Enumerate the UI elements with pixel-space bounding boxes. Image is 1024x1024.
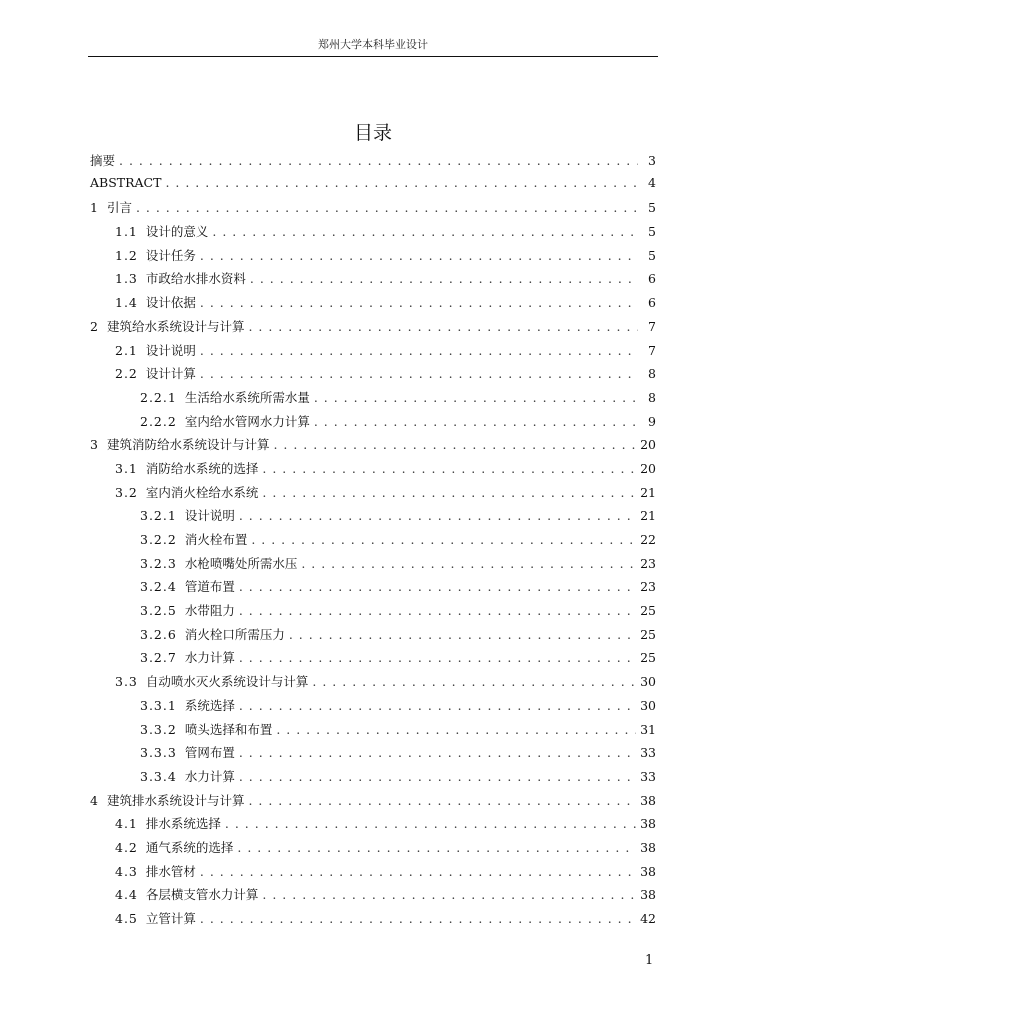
toc-entry[interactable]	[90, 696, 656, 720]
toc-entry[interactable]	[90, 175, 656, 199]
toc-entry[interactable]	[90, 672, 656, 696]
toc-entry[interactable]	[90, 341, 656, 365]
toc-entry-page: 25	[640, 650, 656, 666]
toc-entry-page: 3	[648, 153, 656, 168]
toc-entry[interactable]	[90, 412, 656, 436]
toc-entry-number: 3.3.3	[140, 745, 177, 761]
toc-entry-label: 水枪喷嘴处所需水压	[184, 555, 298, 571]
dot-leader	[289, 627, 636, 642]
toc-entry-label: 设计计算	[145, 366, 196, 382]
toc-entry-page: 4	[648, 174, 656, 190]
dot-leader	[239, 769, 636, 784]
toc-entry-page: 20	[640, 460, 656, 476]
toc-entry-label: 排水系统选择	[145, 816, 221, 832]
toc-entry-number: 3	[90, 437, 99, 453]
toc-entry-number: 4.4	[115, 887, 138, 903]
toc-entry[interactable]	[90, 293, 656, 317]
dot-leader	[212, 224, 638, 239]
toc-entry-page: 33	[640, 745, 656, 761]
toc-entry-page: 30	[640, 674, 656, 690]
toc-entry-page: 23	[640, 579, 656, 595]
toc-entry-label: 水力计算	[184, 650, 235, 666]
dot-leader	[314, 390, 638, 405]
toc-entry-number: 1.3	[115, 271, 138, 287]
header-rule	[88, 56, 658, 57]
toc-entry-page: 38	[640, 792, 656, 808]
dot-leader	[119, 153, 638, 168]
dot-leader	[200, 911, 636, 926]
toc-entry-page: 5	[648, 247, 656, 263]
toc-entry[interactable]	[90, 151, 656, 175]
toc-entry-label: 管道布置	[184, 579, 235, 595]
dot-leader	[262, 887, 636, 902]
toc-entry-label: 排水管材	[145, 863, 196, 879]
toc-entry-number: 3.2.5	[140, 603, 177, 619]
toc-entry-label: 水力计算	[184, 768, 235, 784]
toc-entry-number: 1.2	[115, 247, 138, 263]
dot-leader	[165, 175, 638, 190]
toc-entry-label: 喷头选择和布置	[184, 721, 273, 737]
toc-entry-page: 25	[640, 603, 656, 619]
toc-entry[interactable]	[90, 317, 656, 341]
toc-entry[interactable]	[90, 885, 656, 909]
toc-entry-page: 22	[640, 532, 656, 547]
toc-entry-number: 4.1	[115, 816, 138, 832]
toc-entry-number: 1.4	[115, 295, 138, 311]
toc-entry-label: 设计说明	[145, 342, 196, 358]
dot-leader	[248, 319, 638, 334]
toc-entry[interactable]	[90, 198, 656, 222]
toc-entry-page: 42	[640, 911, 656, 926]
toc-entry-number: 3.3.2	[140, 721, 177, 737]
dot-leader	[239, 508, 636, 523]
toc-entry-label: 设计依据	[145, 295, 196, 311]
toc-entry-number: 4.5	[115, 911, 138, 926]
toc-entry-number: 3.2.7	[140, 650, 177, 666]
toc-entry[interactable]	[90, 838, 656, 862]
toc-entry-label: 设计任务	[145, 247, 196, 263]
dot-leader	[200, 343, 638, 358]
toc-entry[interactable]	[90, 767, 656, 791]
toc-entry[interactable]	[90, 246, 656, 270]
toc-entry-label: 建筑给水系统设计与计算	[106, 318, 245, 334]
toc-entry[interactable]	[90, 601, 656, 625]
toc-entry[interactable]	[90, 388, 656, 412]
toc-entry-label: 建筑排水系统设计与计算	[106, 792, 245, 808]
dot-leader	[239, 603, 636, 618]
toc-entry-label: 通气系统的选择	[145, 839, 234, 855]
toc-entry[interactable]	[90, 364, 656, 388]
dot-leader	[200, 864, 636, 879]
toc-entry-page: 33	[640, 768, 656, 784]
toc-entry-page: 38	[640, 839, 656, 855]
toc-entry-page: 23	[640, 555, 656, 571]
toc-entry-label: 市政给水排水资料	[145, 271, 246, 287]
dot-leader	[239, 745, 636, 760]
toc-entry-number: 3.2.3	[140, 555, 177, 571]
toc-entry-label: 建筑消防给水系统设计与计算	[106, 437, 270, 453]
toc-entry[interactable]	[90, 909, 656, 933]
dot-leader	[314, 414, 638, 429]
toc-entry-number: 3.3.1	[140, 697, 177, 713]
dot-leader	[262, 485, 636, 500]
toc-entry-page: 6	[648, 271, 656, 287]
dot-leader	[200, 248, 638, 263]
toc-entry-label: ABSTRACT	[90, 174, 162, 190]
toc-entry-number: 3.2	[115, 484, 138, 500]
toc-entry-number: 3.2.6	[140, 626, 177, 642]
toc-entry-label: 消防给水系统的选择	[145, 460, 259, 476]
toc-entry-label: 消火栓布置	[184, 532, 248, 547]
toc-entry-page: 38	[640, 863, 656, 879]
dot-leader	[276, 722, 636, 737]
toc-entry-page: 38	[640, 816, 656, 832]
toc-entry-label: 摘要	[90, 153, 116, 168]
toc-entry-page: 7	[648, 342, 656, 358]
toc-entry-number: 2.1	[115, 342, 138, 358]
dot-leader	[239, 650, 636, 665]
toc-entry-label: 生活给水系统所需水量	[184, 389, 310, 405]
toc-entry[interactable]	[90, 459, 656, 483]
dot-leader	[200, 295, 638, 310]
toc-entry[interactable]	[90, 648, 656, 672]
toc-entry-number: 2.2.2	[140, 413, 177, 429]
toc-entry-page: 8	[648, 389, 656, 405]
toc-entry-number: 1.1	[115, 224, 138, 240]
toc-entry[interactable]	[90, 791, 656, 815]
toc-entry[interactable]	[90, 577, 656, 601]
toc-entry[interactable]	[90, 743, 656, 767]
toc-entry[interactable]	[90, 269, 656, 293]
dot-leader	[251, 532, 636, 547]
toc-entry-label: 室内消火栓给水系统	[145, 484, 259, 500]
toc-entry-page: 7	[648, 318, 656, 334]
toc-entry-number: 4.2	[115, 839, 138, 855]
dot-leader	[239, 579, 636, 594]
dot-leader	[262, 461, 636, 476]
toc-entry-page: 31	[640, 721, 656, 737]
toc-entry-number: 3.2.2	[140, 532, 177, 547]
dot-leader	[312, 674, 636, 689]
toc-entry-label: 立管计算	[145, 911, 196, 926]
toc-entry-label: 各层横支管水力计算	[145, 887, 259, 903]
toc-entry-label: 系统选择	[184, 697, 235, 713]
toc-entry-label: 自动喷水灭火系统设计与计算	[145, 674, 309, 690]
toc-entry-page: 21	[640, 484, 656, 500]
toc-entry-label: 消火栓口所需压力	[184, 626, 285, 642]
toc-entry-page: 9	[648, 413, 656, 429]
toc-entry-label: 管网布置	[184, 745, 235, 761]
toc-entry-number: 3.3.4	[140, 768, 177, 784]
dot-leader	[136, 200, 638, 215]
toc-entry-page: 6	[648, 295, 656, 311]
dot-leader	[239, 698, 636, 713]
toc-entry[interactable]	[90, 554, 656, 578]
dot-leader	[237, 840, 636, 855]
toc-entry-page: 5	[648, 224, 656, 240]
toc-entry-label: 设计的意义	[145, 224, 209, 240]
dot-leader	[273, 437, 636, 452]
table-of-contents	[90, 151, 656, 933]
toc-entry-page: 8	[648, 366, 656, 382]
page-header: 郑州大学本科毕业设计	[318, 38, 428, 51]
toc-entry-number: 3.2.1	[140, 508, 177, 524]
toc-entry-page: 20	[640, 437, 656, 453]
dot-leader	[301, 556, 636, 571]
toc-entry[interactable]	[90, 720, 656, 744]
toc-entry[interactable]	[90, 506, 656, 530]
dot-leader	[225, 816, 636, 831]
toc-entry-page: 5	[648, 200, 656, 216]
toc-entry-number: 3.3	[115, 674, 138, 690]
toc-entry-number: 2	[90, 318, 99, 334]
toc-entry-label: 设计说明	[184, 508, 235, 524]
toc-entry[interactable]	[90, 530, 656, 554]
toc-entry-page: 25	[640, 626, 656, 642]
dot-leader	[250, 271, 638, 286]
toc-title: 目录	[353, 122, 392, 144]
toc-entry[interactable]	[90, 222, 656, 246]
toc-entry[interactable]	[90, 814, 656, 838]
toc-entry-number: 3.2.4	[140, 579, 177, 595]
page-number: 1	[645, 953, 654, 968]
dot-leader	[200, 366, 638, 381]
toc-entry-page: 21	[640, 508, 656, 524]
toc-entry-number: 4.3	[115, 863, 138, 879]
dot-leader	[248, 793, 636, 808]
toc-entry-number: 3.1	[115, 460, 138, 476]
toc-entry-number: 4	[90, 792, 99, 808]
toc-entry[interactable]	[90, 862, 656, 886]
toc-entry-number: 1	[90, 200, 99, 216]
toc-entry-label: 引言	[106, 200, 132, 216]
toc-entry-label: 室内给水管网水力计算	[184, 413, 310, 429]
toc-entry[interactable]	[90, 483, 656, 507]
toc-entry-label: 水带阻力	[184, 603, 235, 619]
toc-entry[interactable]	[90, 435, 656, 459]
toc-entry-page: 30	[640, 697, 656, 713]
toc-entry-number: 2.2	[115, 366, 138, 382]
toc-entry[interactable]	[90, 625, 656, 649]
toc-entry-number: 2.2.1	[140, 389, 177, 405]
toc-entry-page: 38	[640, 887, 656, 903]
